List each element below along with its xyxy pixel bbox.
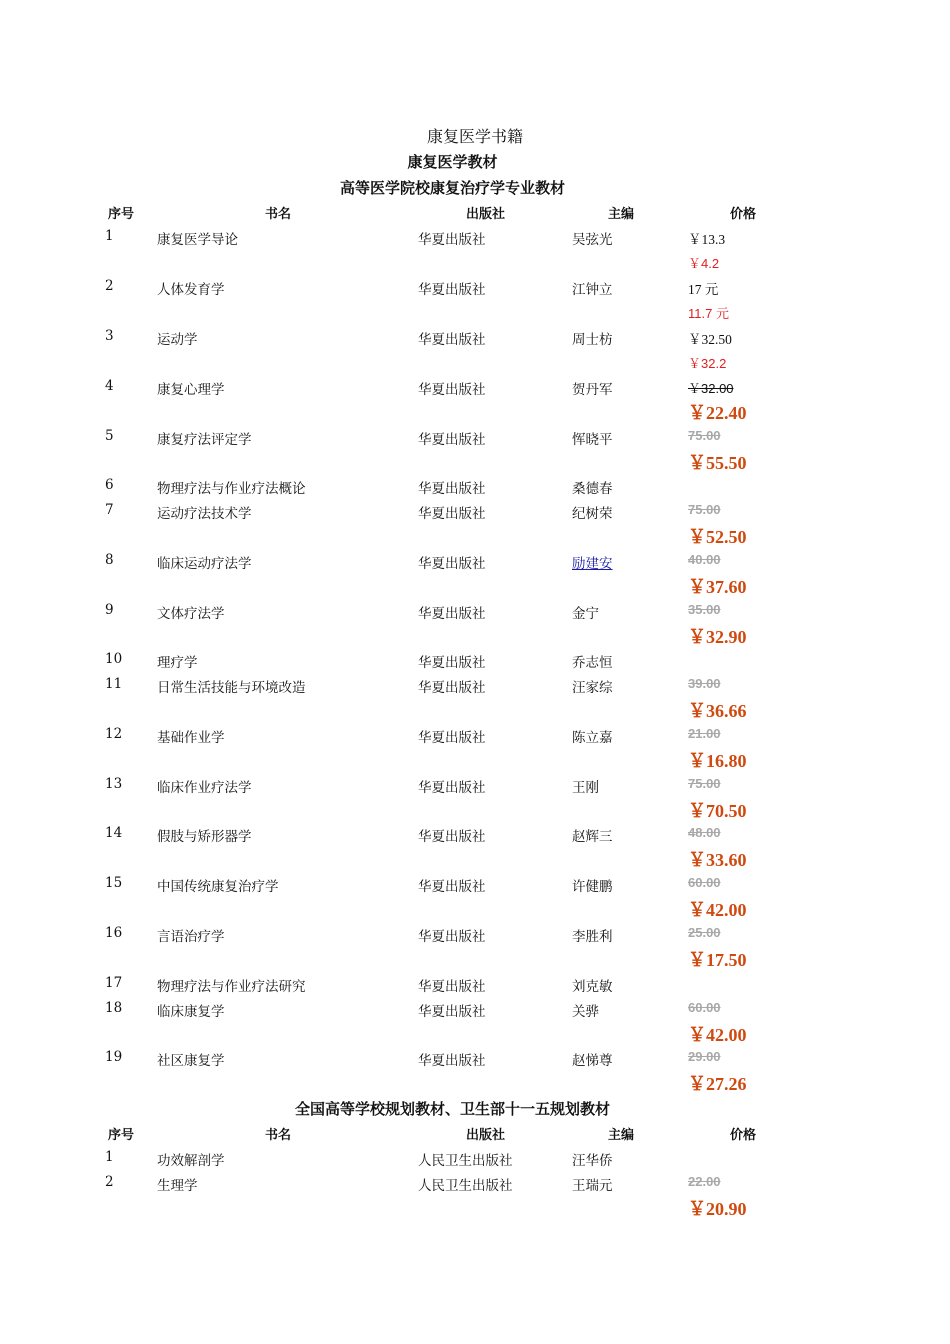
row-price: 75.00: [688, 502, 721, 517]
row-price: 40.00: [688, 552, 721, 567]
row-sale-price: ￥55.50: [688, 453, 747, 473]
row-title: 康复医学导论: [157, 232, 238, 248]
row-sale-price: ￥33.60: [688, 850, 747, 870]
row-publisher: 华夏出版社: [418, 506, 486, 522]
row-title: 康复疗法评定学: [157, 432, 252, 448]
row-title: 临床运动疗法学: [157, 556, 252, 572]
row-editor: 纪树荣: [572, 506, 613, 522]
row-title: 康复心理学: [157, 382, 225, 398]
row-sale-price: ￥36.66: [688, 701, 747, 721]
row-title: 生理学: [157, 1178, 198, 1194]
row-title: 运动疗法技术学: [157, 506, 252, 522]
row-publisher: 华夏出版社: [418, 680, 486, 696]
header-publisher: 出版社: [466, 207, 506, 222]
section2-title: 全国高等学校规划教材、卫生部十一五规划教材: [294, 1100, 610, 1118]
header-title: 书名: [265, 207, 292, 222]
row-title: 基础作业学: [157, 730, 225, 746]
row-no: 9: [105, 602, 114, 618]
row-price: 22.00: [688, 1174, 721, 1189]
row-editor: 关骅: [572, 1004, 599, 1020]
row-publisher: 华夏出版社: [418, 1053, 486, 1069]
row-no: 4: [105, 378, 114, 394]
row-sale-price: 11.7 元: [688, 306, 729, 321]
row-no: 6: [105, 477, 114, 493]
row-editor: 乔志恒: [572, 655, 613, 671]
row-title: 临床康复学: [157, 1004, 225, 1020]
header-no: 序号: [108, 1128, 135, 1143]
header-publisher: 出版社: [466, 1128, 506, 1143]
row-title: 临床作业疗法学: [157, 780, 252, 796]
row-no: 17: [105, 975, 123, 991]
row-sale-price: ￥42.00: [688, 900, 747, 920]
row-price: 75.00: [688, 776, 721, 791]
row-no: 1: [105, 228, 114, 244]
row-price: 39.00: [688, 676, 721, 691]
row-price: 21.00: [688, 726, 721, 741]
row-publisher: 华夏出版社: [418, 929, 486, 945]
row-sale-price: ￥22.40: [688, 403, 747, 423]
row-no: 3: [105, 328, 114, 344]
row-price: ￥32.00: [688, 381, 734, 396]
row-price: 60.00: [688, 1000, 721, 1015]
row-publisher: 华夏出版社: [418, 879, 486, 895]
row-publisher: 华夏出版社: [418, 481, 486, 497]
row-title: 言语治疗学: [157, 929, 225, 945]
row-publisher: 华夏出版社: [418, 382, 486, 398]
row-no: 18: [105, 1000, 123, 1016]
row-editor: 陈立嘉: [572, 730, 613, 746]
row-no: 11: [105, 676, 123, 692]
row-editor: 李胜利: [572, 929, 613, 945]
row-price: ￥13.3: [688, 232, 726, 247]
header-price: 价格: [730, 207, 757, 222]
row-no: 5: [105, 428, 114, 444]
row-no: 8: [105, 552, 114, 568]
row-title: 文体疗法学: [157, 606, 225, 622]
row-sale-price: ￥4.2: [688, 256, 720, 271]
row-no: 13: [105, 776, 123, 792]
header-title: 书名: [265, 1128, 292, 1143]
row-title: 物理疗法与作业疗法概论: [157, 481, 306, 497]
row-editor: 贺丹军: [572, 382, 613, 398]
row-price: ￥32.50: [688, 332, 732, 347]
row-title: 功效解剖学: [157, 1153, 225, 1169]
section1-title: 高等医学院校康复治疗学专业教材: [339, 179, 565, 197]
row-title: 理疗学: [157, 655, 198, 671]
row-sale-price: ￥32.90: [688, 627, 747, 647]
page-title: 康复医学书籍: [426, 127, 523, 146]
row-sale-price: ￥27.26: [688, 1074, 747, 1094]
row-no: 14: [105, 825, 123, 841]
row-sale-price: ￥70.50: [688, 801, 747, 821]
row-sale-price: ￥42.00: [688, 1025, 747, 1045]
row-sale-price: ￥17.50: [688, 950, 747, 970]
header-price: 价格: [730, 1128, 757, 1143]
row-title: 物理疗法与作业疗法研究: [157, 979, 306, 995]
row-publisher: 华夏出版社: [418, 332, 486, 348]
row-sale-price: ￥16.80: [688, 751, 747, 771]
row-editor: 吴弦光: [572, 232, 613, 248]
row-editor: 赵辉三: [572, 829, 613, 845]
row-no: 19: [105, 1049, 123, 1065]
row-publisher: 华夏出版社: [418, 232, 486, 248]
subtitle: 康复医学教材: [407, 153, 498, 171]
row-no: 16: [105, 925, 123, 941]
row-title: 中国传统康复治疗学: [157, 879, 279, 895]
editor-link[interactable]: 励建安: [572, 556, 613, 572]
row-title: 日常生活技能与环境改造: [157, 680, 306, 696]
row-sale-price: ￥37.60: [688, 577, 747, 597]
row-title: 运动学: [157, 332, 198, 348]
row-publisher: 人民卫生出版社: [418, 1178, 513, 1194]
row-price: 17 元: [688, 282, 719, 297]
row-publisher: 华夏出版社: [418, 655, 486, 671]
row-publisher: 华夏出版社: [418, 282, 486, 298]
row-editor: 刘克敏: [572, 979, 613, 995]
row-price: 29.00: [688, 1049, 721, 1064]
row-publisher: 华夏出版社: [418, 780, 486, 796]
row-publisher: 华夏出版社: [418, 730, 486, 746]
row-sale-price: ￥32.2: [688, 356, 727, 371]
row-no: 15: [105, 875, 123, 891]
header-editor: 主编: [608, 1128, 635, 1143]
row-price: 75.00: [688, 428, 721, 443]
row-title: 社区康复学: [157, 1053, 225, 1069]
row-price: 25.00: [688, 925, 721, 940]
row-editor: 恽晓平: [572, 432, 613, 448]
row-editor: 汪家综: [572, 680, 613, 696]
row-no: 1: [105, 1149, 114, 1165]
row-title: 人体发育学: [157, 282, 225, 298]
row-sale-price: ￥20.90: [688, 1199, 747, 1219]
row-price: 35.00: [688, 602, 721, 617]
row-editor: 金宁: [572, 606, 599, 622]
row-editor: 王刚: [572, 780, 599, 796]
row-no: 12: [105, 726, 123, 742]
row-no: 10: [105, 651, 123, 667]
row-price: 48.00: [688, 825, 721, 840]
row-publisher: 华夏出版社: [418, 829, 486, 845]
row-no: 7: [105, 502, 114, 518]
row-price: 60.00: [688, 875, 721, 890]
header-no: 序号: [108, 207, 135, 222]
row-editor: 许健鹏: [572, 879, 613, 895]
row-publisher: 人民卫生出版社: [418, 1153, 513, 1169]
row-publisher: 华夏出版社: [418, 606, 486, 622]
row-no: 2: [105, 1174, 114, 1190]
row-editor: 王瑞元: [572, 1178, 613, 1194]
header-editor: 主编: [608, 207, 635, 222]
row-publisher: 华夏出版社: [418, 432, 486, 448]
row-publisher: 华夏出版社: [418, 556, 486, 572]
row-publisher: 华夏出版社: [418, 979, 486, 995]
row-editor: 汪华侨: [572, 1153, 613, 1169]
row-editor: 赵悌尊: [572, 1053, 613, 1069]
row-editor: 周士枋: [572, 332, 613, 348]
row-title: 假肢与矫形器学: [157, 829, 252, 845]
row-publisher: 华夏出版社: [418, 1004, 486, 1020]
row-editor: 江钟立: [572, 282, 613, 298]
row-no: 2: [105, 278, 114, 294]
row-editor: 桑德春: [572, 481, 613, 497]
row-sale-price: ￥52.50: [688, 527, 747, 547]
